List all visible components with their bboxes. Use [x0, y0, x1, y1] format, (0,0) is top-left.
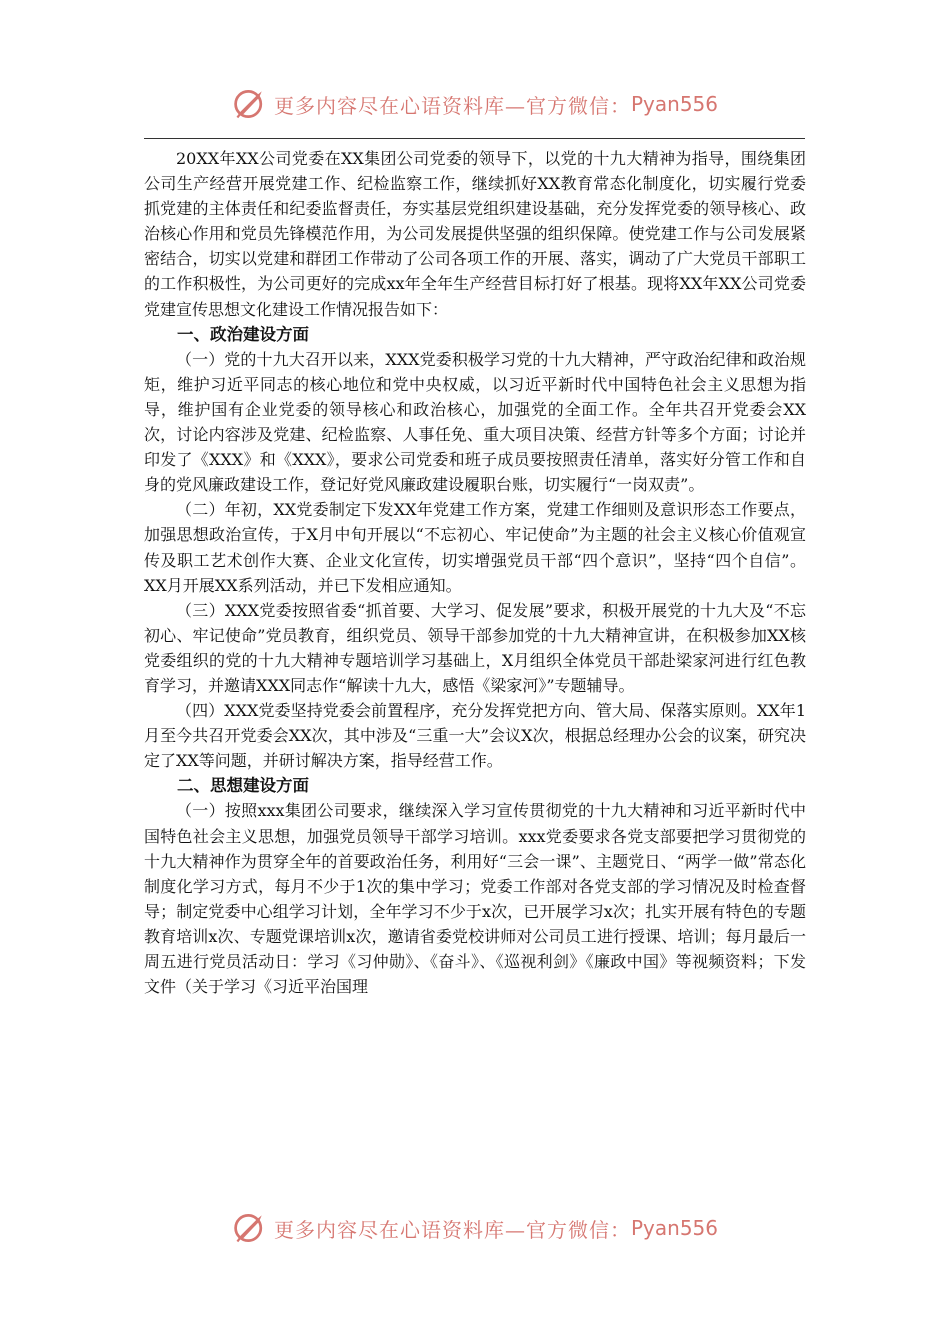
header-rule [144, 138, 805, 139]
section-heading-2: 二、思想建设方面 [177, 776, 309, 796]
section1-paragraph-2: （二）年初，XX党委制定下发XX年党建工作方案，党建工作细则及意识形态工作要点，加强思想政治宣传，于X月中旬开展以“不忘初心、牢记使命”为主题的社会主义核心价值观宣传及职工艺术创作大赛、企业文化宣传，切实增强党员干部“四个意识”，坚持“四个自信”。XX月开展XX系列活动，并已下发相应通知。 [144, 500, 806, 595]
banner-wechat-id: Pyan556 [630, 92, 718, 116]
footer-banner [0, 1206, 950, 1250]
header-banner [0, 82, 950, 126]
section1-paragraph-4: （四）XXX党委坚持党委会前置程序，充分发挥党把方向、管大局、保落实原则。XX年1月至今共召开党委会XX次，其中涉及“三重一大”会议X次，根据总经理办公会的议案，研究决定了XX等问题，并研讨解决方案，指导经营工作。 [144, 701, 806, 771]
section1-paragraph-3: （三）XXX党委按照省委“抓首要、大学习、促发展”要求，积极开展党的十九大及“不忘初心、牢记使命”党员教育，组织党员、领导干部参加党的十九大精神宣讲，在积极参加XX核党委组织的党的十九大精神专题培训学习基础上，X月组织全体党员干部赴梁家河进行红色教育学习，并邀请XXX同志作“解读十九大，感悟《梁家河》”专题辅导。 [144, 600, 806, 695]
footer-banner-wechat-id: Pyan556 [630, 1216, 718, 1240]
footer-banner-text: 更多内容尽在心语资料库—官方微信： [273, 1217, 631, 1242]
banner-text: 更多内容尽在心语资料库—官方微信： [273, 93, 631, 118]
section2-paragraph-1: （一）按照xxx集团公司要求，继续深入学习宣传贯彻党的十九大精神和习近平新时代中国特色社会主义思想，加强党员领导干部学习培训。xxx党委要求各党支部要把学习贯彻党的十九大精神作为贯穿全年的首要政治任务，利用好“三会一课”、主题党日、“两学一做”常态化制度化学习方式，每月不少于1次的集中学习；党委工作部对各党支部的学习情况及时检查督导；制定党委中心组学习计划，全年学习不少于x次，已开展学习x次；扎实开展有特色的专题教育培训x次、专题党课培训x次，邀请省委党校讲师对公司员工进行授课、培训；每月最后一周五进行党员活动日：学习《习仲勋》、《奋斗》、《巡视利剑》《廉政中国》等视频资料；下发文件（关于学习《习近平治国理 [144, 801, 806, 997]
pen-logo-icon [232, 86, 268, 122]
intro-paragraph: 20XX年XX公司党委在XX集团公司党委的领导下，以党的十九大精神为指导，围绕集团公司生产经营开展党建工作、纪检监察工作，继续抓好XX教育常态化制度化，切实履行党委抓党建的主体责任和纪委监督责任，夯实基层党组织建设基础，充分发挥党委的领导核心、政治核心作用和党员先锋模范作用，为公司发展提供坚强的组织保障。使党建工作与公司发展紧密结合，切实以党建和群团工作带动了公司各项工作的开展、落实，调动了广大党员干部职工的工作积极性，为公司更好的完成xx年全年生产经营目标打好了根基。现将XX年XX公司党委党建宣传思想文化建设工作情况报告如下： [144, 149, 806, 319]
document-body [144, 146, 806, 999]
pen-logo-icon [232, 1210, 268, 1246]
section-heading-1: 一、政治建设方面 [177, 324, 309, 344]
section1-paragraph-1: （一）党的十九大召开以来，XXX党委积极学习党的十九大精神，严守政治纪律和政治规矩，维护习近平同志的核心地位和党中央权威，以习近平新时代中国特色社会主义思想为指导，维护国有企业党委的领导核心和政治核心，加强党的全面工作。全年共召开党委会XX次，讨论内容涉及党建、纪检监察、人事任免、重大项目决策、经营方针等多个方面；讨论并印发了《XXX》和《XXX》，要求公司党委和班子成员要按照责任清单，落实好分管工作和自身的党风廉政建设工作，登记好党风廉政建设履职台账，切实履行“一岗双责”。 [144, 349, 806, 495]
